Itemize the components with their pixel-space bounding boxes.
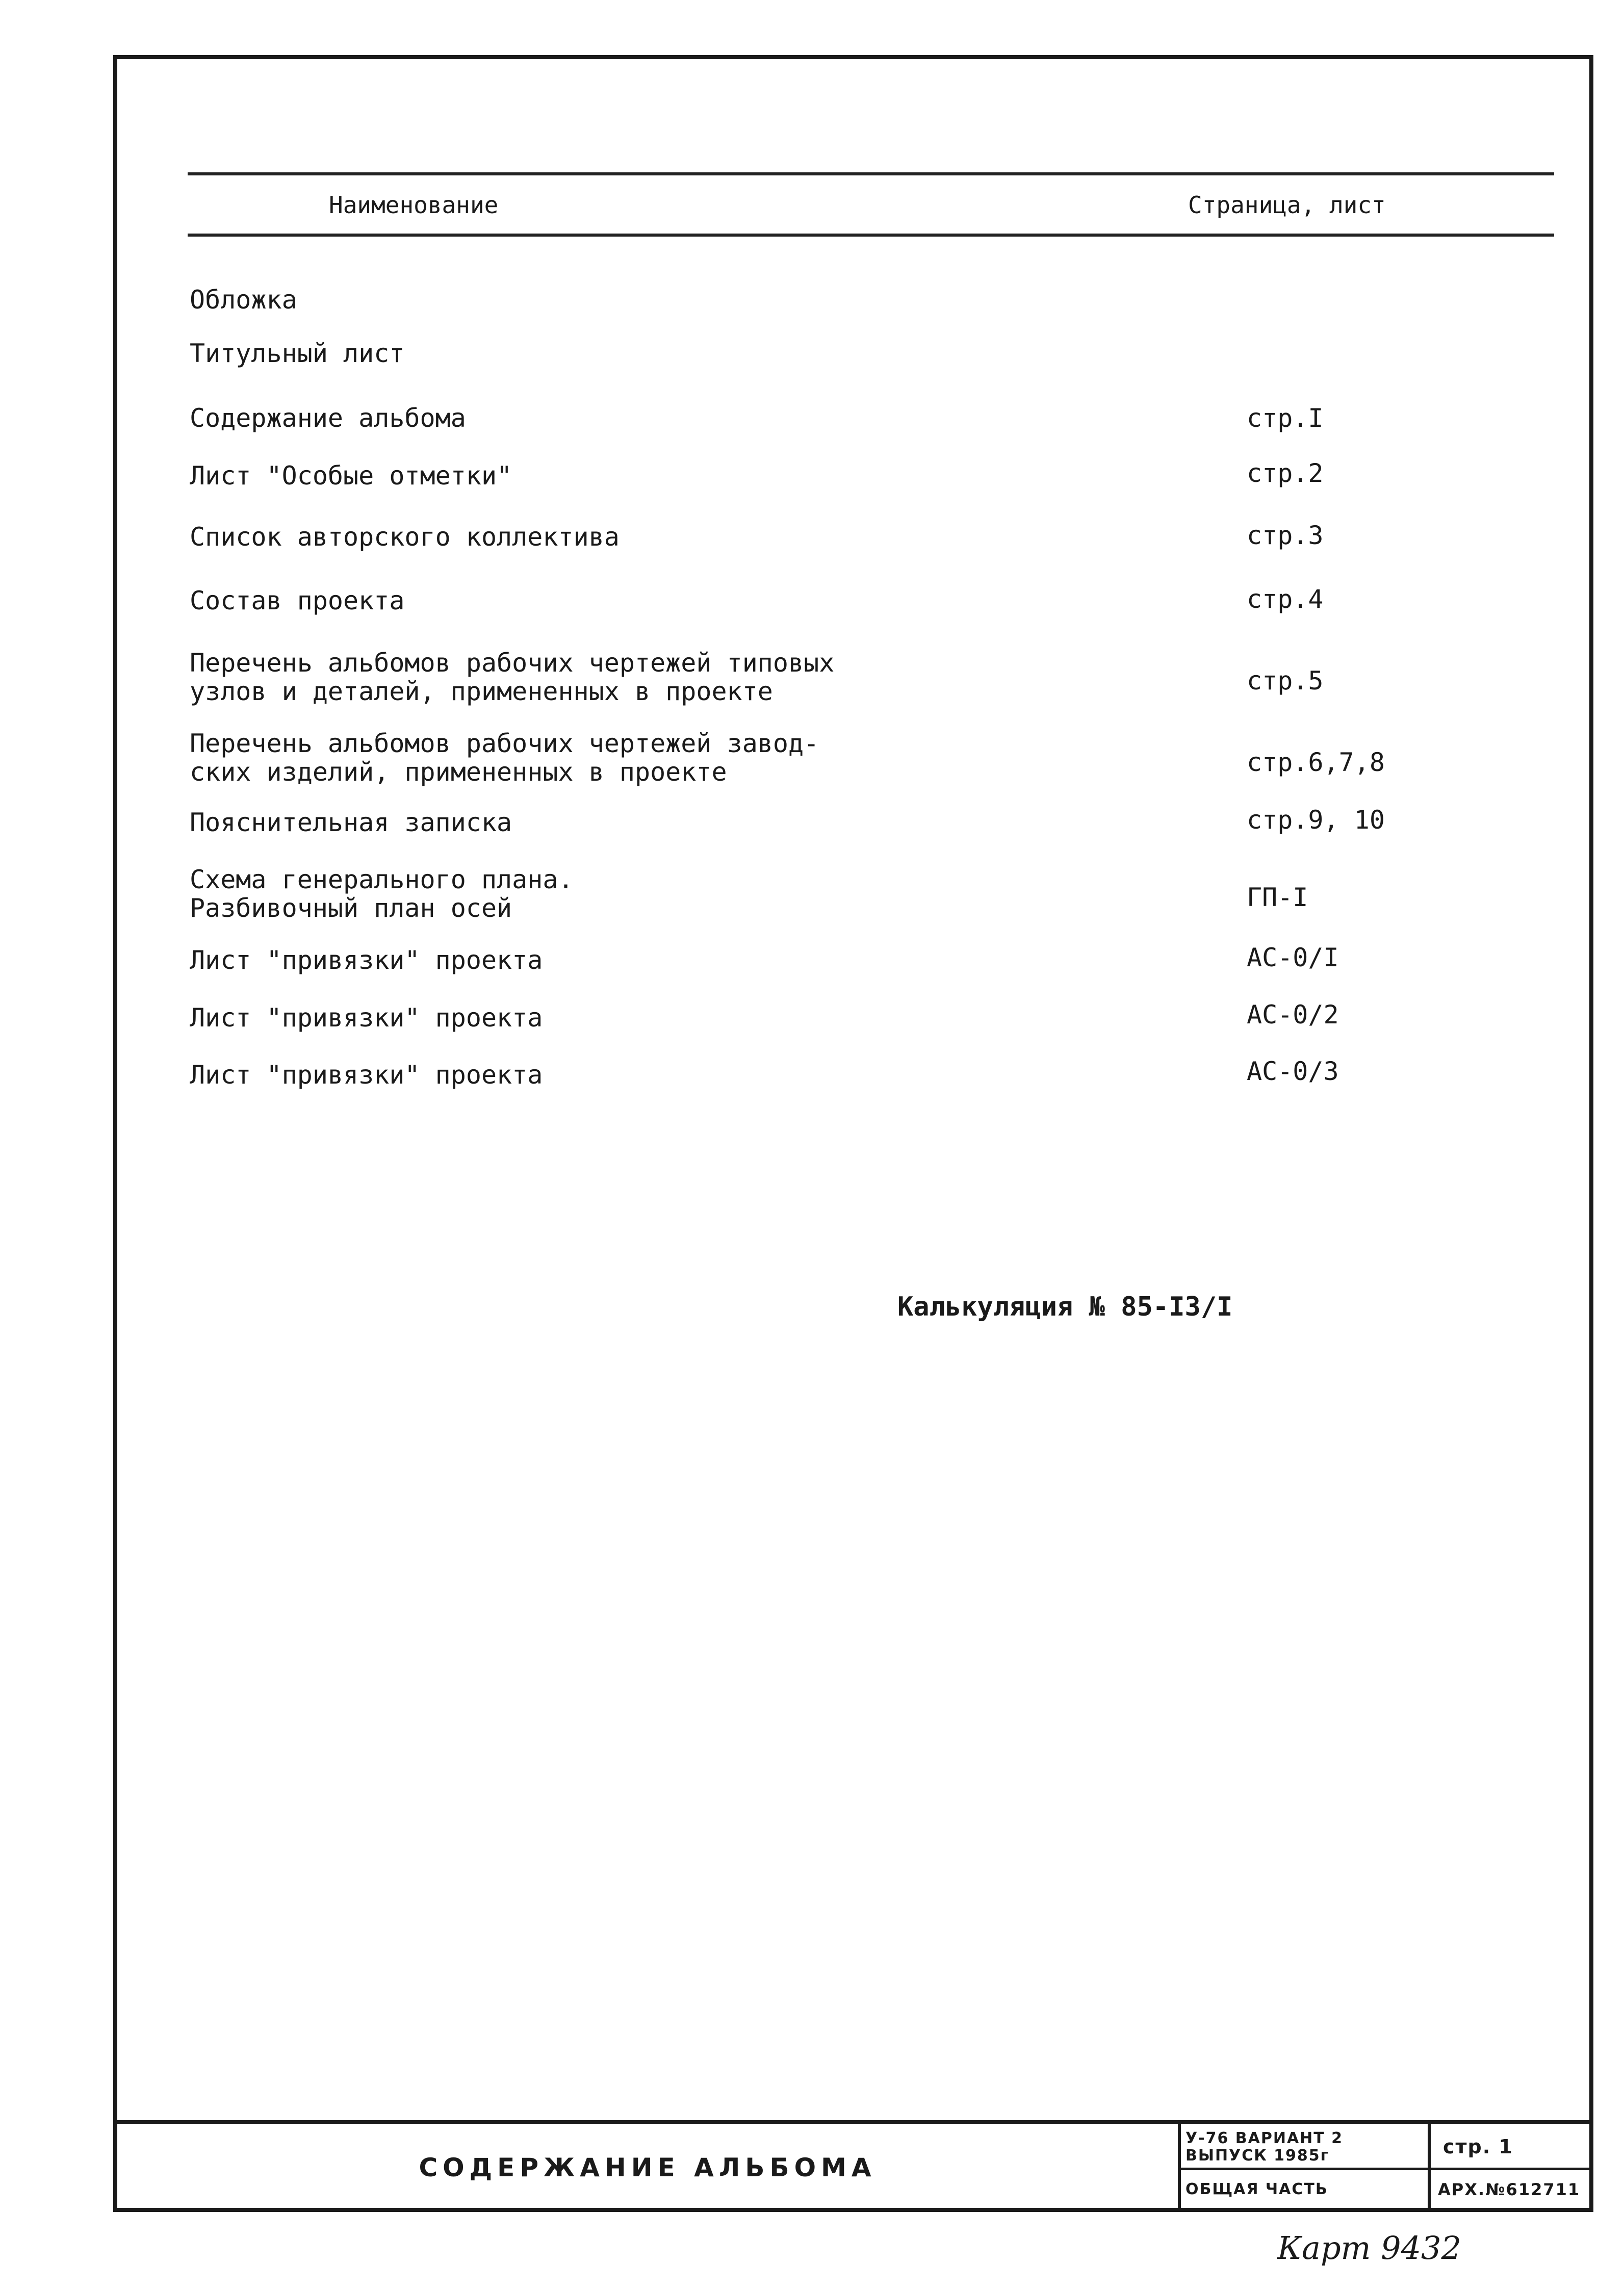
contents-item-page: стр.6,7,8 <box>1247 748 1385 777</box>
handwritten-note: Карт 9432 <box>1277 2229 1461 2267</box>
header-bottom-rule <box>188 234 1554 237</box>
contents-item-name: Схема генерального плана. Разбивочный план осей <box>190 865 574 923</box>
contents-item-page: стр.5 <box>1247 666 1324 696</box>
contents-item-name: Лист "привязки" проекта <box>190 1060 543 1090</box>
contents-item-name: Состав проекта <box>190 586 405 615</box>
contents-item-name: Лист "привязки" проекта <box>190 1003 543 1033</box>
header-name-column: Наименование <box>329 191 499 219</box>
contents-item-name: Содержание альбома <box>190 403 466 433</box>
contents-item-page: ГП-I <box>1247 883 1308 912</box>
contents-item-page: стр.3 <box>1247 521 1324 550</box>
title-block-part: ОБЩАЯ ЧАСТЬ <box>1185 2180 1328 2198</box>
contents-item-page: стр.9, 10 <box>1247 805 1385 835</box>
contents-item-name: Перечень альбомов рабочих чертежей завод- ских изделий, примененных в проекте <box>190 729 819 787</box>
contents-item-name: Лист "привязки" проекта <box>190 945 543 975</box>
header-top-rule <box>188 172 1554 175</box>
contents-item-name: Список авторского коллектива <box>190 522 620 552</box>
title-block-series-line1: У-76 ВАРИАНТ 2 <box>1185 2129 1344 2147</box>
contents-item-page: стр.4 <box>1247 584 1324 614</box>
title-block-series-line2: ВЫПУСК 1985г <box>1185 2147 1330 2165</box>
contents-item-name: Пояснительная записка <box>190 808 512 837</box>
calculation-number: Калькуляция № 85-I3/I <box>897 1292 1233 1322</box>
contents-item-page: АС-0/I <box>1247 943 1339 972</box>
header-page-column: Страница, лист <box>1188 191 1386 219</box>
title-block-archive: АРХ.№612711 <box>1438 2180 1581 2199</box>
contents-item-name: Титульный лист <box>190 339 405 368</box>
title-block-divider <box>1178 2168 1589 2170</box>
title-block-title: СОДЕРЖАНИЕ АЛЬБОМА <box>419 2153 877 2182</box>
contents-item-name: Перечень альбомов рабочих чертежей типовых узлов и деталей, примененных в проекте <box>190 648 835 706</box>
title-block-page: стр. 1 <box>1443 2135 1513 2158</box>
contents-item-name: Лист "Особые отметки" <box>190 461 512 491</box>
contents-item-page: стр.I <box>1247 403 1324 433</box>
contents-item-page: АС-0/3 <box>1247 1057 1339 1086</box>
contents-item-page: стр.2 <box>1247 458 1324 488</box>
contents-item-page: АС-0/2 <box>1247 1000 1339 1030</box>
contents-item-name: Обложка <box>190 285 297 315</box>
title-block <box>117 2120 1589 2211</box>
drawing-frame <box>113 55 1593 2212</box>
